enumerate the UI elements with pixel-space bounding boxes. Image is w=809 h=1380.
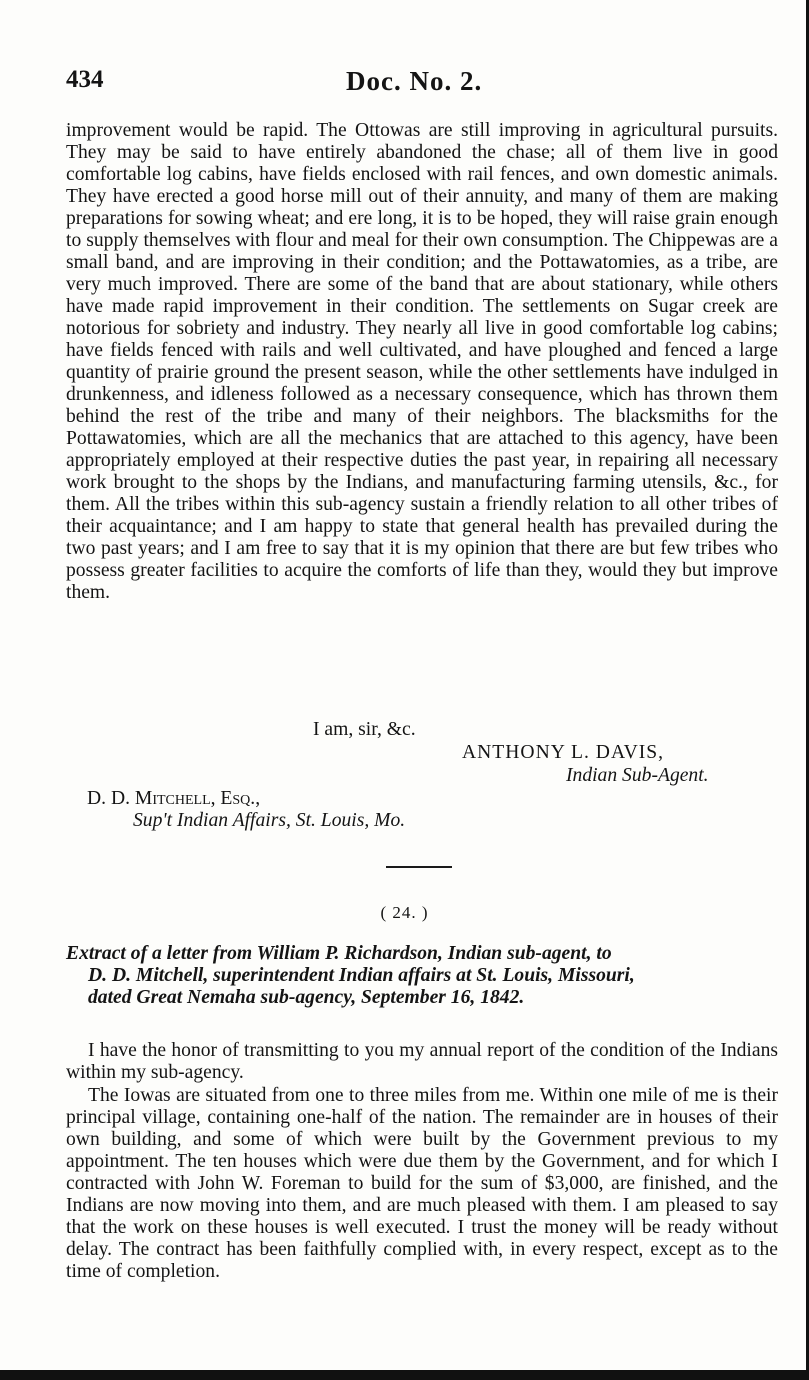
extract-heading-line: D. D. Mitchell, superintendent Indian affairs at St. Louis, Missouri, — [88, 965, 635, 986]
page-header — [66, 66, 778, 100]
running-head: Doc. No. 2. — [346, 66, 483, 96]
report-paragraph: I have the honor of transmitting to you my annual report of the condition of the Indians within my sub-agency. — [66, 1040, 778, 1083]
extract-heading-line: dated Great Nemaha sub-agency, September 16, 1842. — [88, 987, 525, 1008]
signature-title: Indian Sub-Agent. — [566, 765, 709, 786]
page-edge-bottom — [0, 1370, 809, 1380]
signature-name: ANTHONY L. DAVIS, — [462, 742, 665, 763]
letter-paragraph: improvement would be rapid. The Ottowas are still improving in agricultural pursuits. They may be said to have entirely abandoned the chase; all of them live in good comfortable log cabins, have fields enclosed with rail fences, and own domestic animals. They have erected a good horse mill out of their annuity, and many of them are making preparations for sowing wheat; and ere long, it is to be hoped, they will raise grain enough to supply themselves with flour and meal for their own consumption. The Chippewas are a small band, and are improving in their condition; and the Pottawatomies, as a tribe, are very much improved. There are some of the band that are about stationary, while others have made rapid improvement in their condition. The settlements on Sugar creek are notorious for sobriety and industry. They nearly all live in good comfortable log cabins; have fields fenced with rails and well cultivated, and have ploughed and fenced a large quantity of prairie ground the present season, while the other settlements have indulged in drunkenness, and idleness followed as a necessary consequence, which has thrown them behind the rest of the tribe and many of their neighbors. The blacksmiths for the Pottawatomies, which are all the mechanics that are attached to this agency, have been appropriately employed at their respective duties the past year, in repairing all necessary work brought to the shops by the Indians, and manufacturing farming utensils, &c., for them. All the tribes within this sub-agency sustain a friendly relation to all other tribes of their acquaintance; and I am happy to state that general health has prevailed during the two past years; and I am free to say that it is my opinion that there are but few tribes who possess greater facilities to acquire the comforts of life than they, would they but improve them. — [66, 120, 778, 603]
addressee-name: D. D. Mitchell, Esq., — [87, 788, 261, 809]
section-divider — [386, 866, 452, 868]
extract-heading-line: Extract of a letter from William P. Richardson, Indian sub-agent, to — [66, 943, 612, 964]
letter-closing: I am, sir, &c. — [313, 719, 416, 740]
extract-heading — [66, 943, 778, 1009]
addressee-title: Sup't Indian Affairs, St. Louis, Mo. — [133, 810, 406, 831]
report-paragraph: The Iowas are situated from one to three miles from me. Within one mile of me is their principal village, containing one-half of the nation. The remainder are in houses of their own building, and some of which were built by the Government previous to my appointment. The ten houses which were due them by the Government, and for which I contracted with John W. Foreman to build for the sum of $3,000, are finished, and the Indians are now moving into them, and are much pleased with them. I am pleased to say that the work on these houses is well executed. I trust the money will be ready without delay. The contract has been faithfully complied with, in every respect, except as to the time of completion. — [66, 1085, 778, 1282]
page-number: 434 — [66, 66, 104, 93]
document-number: ( 24. ) — [380, 903, 429, 922]
